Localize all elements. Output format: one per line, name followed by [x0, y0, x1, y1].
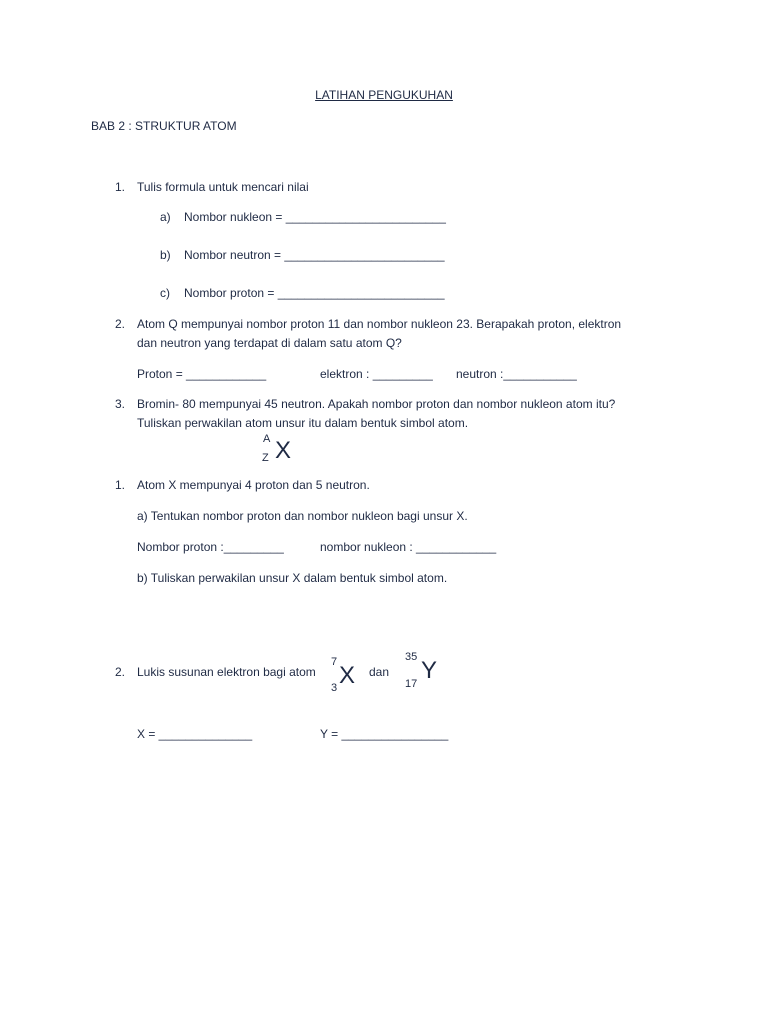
q3-number: 3.: [115, 397, 126, 411]
q5-number: 2.: [115, 665, 126, 679]
q5-text: Lukis susunan elektron bagi atom: [137, 665, 316, 679]
q3-symbol-mass: A: [263, 433, 271, 445]
q5-y-mass: 35: [405, 651, 418, 663]
q3-line1: Bromin- 80 mempunyai 45 neutron. Apakah nombor proton dan nombor nukleon atom itu?: [137, 397, 616, 411]
q5-x-atomic: 3: [331, 682, 338, 694]
q1b-letter: b): [160, 248, 171, 262]
q1c-text: Nombor proton = _________________________: [184, 286, 445, 300]
q1a-text: Nombor nukleon = ________________________: [184, 210, 446, 224]
q5-x-answer: X = ______________: [137, 727, 253, 741]
q3-symbol-letter: X: [275, 437, 292, 464]
page-title: LATIHAN PENGUKUHAN: [315, 88, 453, 102]
q4-part-b: b) Tuliskan perwakilan unsur X dalam bentuk simbol atom.: [137, 571, 448, 585]
chapter-heading: BAB 2 : STRUKTUR ATOM: [91, 119, 237, 133]
q5-x-mass: 7: [331, 656, 338, 668]
q2-elektron-answer: elektron : _________: [320, 367, 433, 381]
q2-neutron-answer: neutron :___________: [456, 367, 577, 381]
q1-text: Tulis formula untuk mencari nilai: [137, 180, 309, 194]
q4-text: Atom X mempunyai 4 proton dan 5 neutron.: [137, 478, 370, 492]
q5-y-answer: Y = ________________: [320, 727, 449, 741]
q2-proton-answer: Proton = ____________: [137, 367, 267, 381]
q1b-text: Nombor neutron = ________________________: [184, 248, 445, 262]
q4-number: 1.: [115, 478, 126, 492]
q3-line2: Tuliskan perwakilan atom unsur itu dalam bentuk simbol atom.: [137, 416, 469, 430]
q2-line2: dan neutron yang terdapat di dalam satu atom Q?: [137, 336, 402, 350]
q5-y-letter: Y: [421, 657, 438, 684]
q4-proton-answer: Nombor proton :_________: [137, 540, 284, 554]
q5-dan: dan: [369, 665, 390, 679]
q1a-letter: a): [160, 210, 171, 224]
q1-number: 1.: [115, 180, 126, 194]
q5-x-letter: X: [339, 662, 356, 689]
q1c-letter: c): [160, 286, 170, 300]
q4-part-a: a) Tentukan nombor proton dan nombor nukleon bagi unsur X.: [137, 509, 468, 523]
q3-symbol-atomic: Z: [262, 452, 269, 464]
q2-line1: Atom Q mempunyai nombor proton 11 dan nombor nukleon 23. Berapakah proton, elektron: [137, 317, 622, 331]
q2-number: 2.: [115, 317, 126, 331]
q5-y-atomic: 17: [405, 678, 418, 690]
q4-nukleon-answer: nombor nukleon : ____________: [320, 540, 497, 554]
